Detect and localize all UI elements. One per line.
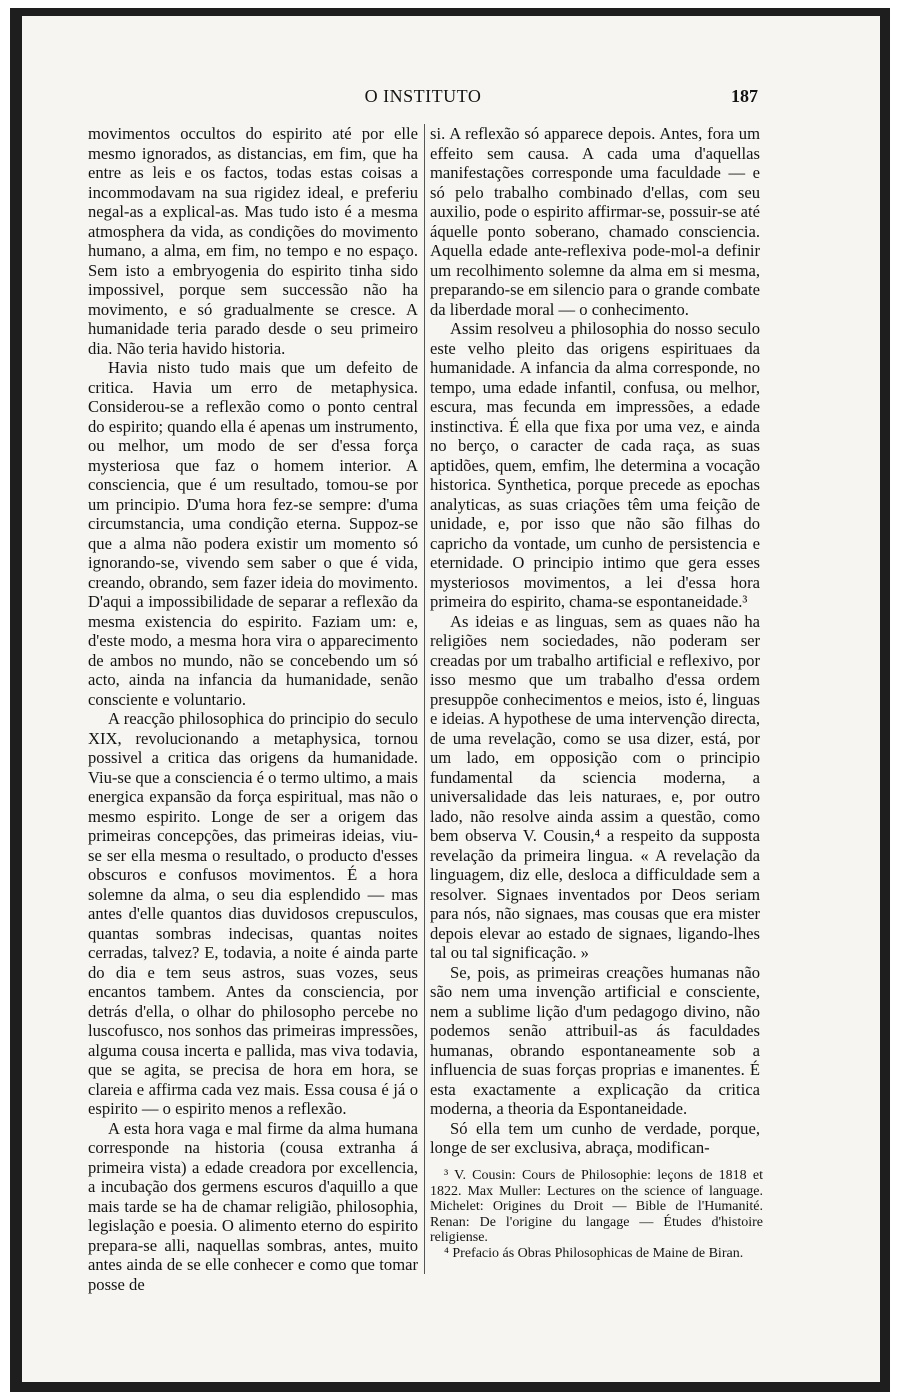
paragraph: A esta hora vaga e mal firme da alma humana corresponde na historia (cousa extranha á primeira vista) a edade creadora por excellencia, a incubação dos germens escuros d'aquillo a que mais tarde se ha de chamar religião, philosophia, legislação e poesia. O alimento eterno do espirito prepara-se alli, naquellas sombras, antes, muito antes ainda de se elle conhecer e como que tomar posse de [88,1118,418,1294]
edge-mark [880,1010,890,1013]
footnotes [430,1168,763,1262]
footnote: ⁴ Prefacio ás Obras Philosophicas de Maine de Biran. [444,1245,744,1261]
paragraph: Só ella tem um cunho de verdade, porque, longe de ser exclusiva, abraça, modifican- [430,1118,760,1157]
column-divider [424,124,425,1274]
page-number: 187 [731,86,758,106]
paragraph: As ideias e as linguas, sem as quaes não ha religiões nem sociedades, não poderam ser creadas por um trabalho artificial e reflexivo, por isso mesmo que um trabalho d'essa ordem presuppõe conhecimentos e meios, isto é, linguas e ideias. A hypothese de uma intervenção directa, de uma revelação, como se usa dizer, está, por um lado, em opposição com o principio fundamental da sciencia moderna, a universalidade das leis naturaes, e, por outro lado, não resolve ainda assim a questão, como bem observa V. Cousin,⁴ a respeito da supposta revelação da primeira lingua. « A revelação da linguagem, diz elle, desloca a difficuldade sem a resolver. Signaes inventados por Deos seriam para nós, não signaes, mas cousas que era mister depois elevar ao estado de signaes, ligando-lhes tal ou tal significação. » [430,611,760,962]
paragraph: si. A reflexão só apparece depois. Antes, fora um effeito sem causa. A cada uma d'aquellas manifestações corresponde uma faculdade — e só pelo trabalho combinado d'ellas, com seu auxilio, pode o espirito affirmar-se, possuir-se até áquelle ponto soberano, chamado consciencia. Aquella edade ante-reflexiva pode-mol-a definir um recolhimento solemne da alma em si mesma, preparando-se em silencio para o grande combate da liberdade moral — o conhecimento. [430,124,760,319]
paragraph: Se, pois, as primeiras creações humanas não são nem uma invenção artificial e consciente, nem a sublime lição d'um pedagogo divino, não podemos senão attribuil-as ás faculdades humanas, obrando espontaneamente sob a influencia de suas forças proprias e imanentes. É esta exactamente a explicação da critica moderna, a theoria da Espontaneidade. [430,962,760,1118]
paragraph: movimentos occultos do espirito até por elle mesmo ignorados, as distancias, em fim, que ha entre as leis e os factos, todas estas coisas a incommodavam na sua rigidez ideal, e preferiu negal-as a explical-as. Mas tudo isto é a mesma atmosphera da vida, as condições do movimento humano, a alma, em fim, no tempo e no espaço. Sem isto a embryogenia do espirito tinha sido impossivel, porque sem successão não ha movimento, e só gradualmente se cresce. A humanidade teria parado desde o seu primeiro dia. Não teria havido historia. [88,124,418,358]
right-column [430,124,760,1158]
page-header [88,86,758,110]
paragraph: Assim resolveu a philosophia do nosso seculo este velho pleito das origens espirituaes da humanidade. A infancia da alma corresponde, no tempo, uma edade infantil, confusa, ou melhor, escura, mas fecunda em impressões, a edade instinctiva. É ella que fixa por uma vez, e ainda no berço, o caracter de cada raça, as suas aptidões, quem, emfim, lhe determina a vocação historica. Synthetica, porque precede as epochas analyticas, as suas criações têm uma feição de unidade, e, por isso que não são filhas do capricho da vontade, um cunho de persistencia e eternidade. O principio intimo que gera esses mysteriosos movimentos, a lei d'essa hora primeira do espirito, chama-se espontaneidade.³ [430,319,760,611]
left-column [88,124,418,1294]
paragraph: Havia nisto tudo mais que um defeito de critica. Havia um erro de metaphysica. Considerou-se a reflexão como o ponto central do espirito; quando ella é apenas um instrumento, ou melhor, um modo de ser d'essa força mysteriosa que faz o homem interior. A consciencia, que é um resultado, tomou-se por um principio. D'uma hora fez-se sempre: d'uma circumstancia, uma condição eterna. Suppoz-se que a alma não podera existir um momento só ignorando-se, vivendo sem saber o que é vida, creando, obrando, sem fazer ideia do movimento. D'aqui a impossibilidade de separar a reflexão da mesma existencia do espirito. Faziam um: e, d'este modo, a mesma hora vira o apparecimento de ambos no mundo, não se concebendo um só acto, ainda na infancia da humanidade, senão consciente e voluntario. [88,358,418,709]
footnote: ³ V. Cousin: Cours de Philosophie: leçons de 1818 et 1822. Max Muller: Lectures on the science of language. Michelet: Origines du Droit — Bible de l'Humanité. Renan: De l'origine du langage — Études d'histoire religiense. [430,1168,763,1246]
running-title: O INSTITUTO [364,86,482,106]
paragraph: A reacção philosophica do principio do seculo XIX, revolucionando a metaphysica, tornou possivel a critica das origens da humanidade. Viu-se que a consciencia é o termo ultimo, a mais energica expansão da força espiritual, mas não o mesmo espirito. Longe de ser a origem das primeiras concepções, das primeiras ideias, viu-se ser ella mesma o resultado, o producto d'esses obscuros e confusos movimentos. É a hora solemne da alma, o seu dia esplendido — mas antes d'elle quantos dias duvidosos crepusculos, quantas sombras indecisas, quantas noites cerradas, talvez? E, todavia, a noite é ainda parte do dia e tem seus astros, suas vozes, seus encantos tambem. Antes da consciencia, por detrás d'ella, o olhar do philosopho percebe no luscofusco, nos sonhos das primeiras impressões, alguma cousa incerta e pallida, mas viva todavia, que se agita, se precisa de hora em hora, se clareia e affirma cada vez mais. Essa cousa é já o espirito — o espirito menos a reflexão. [88,709,418,1118]
